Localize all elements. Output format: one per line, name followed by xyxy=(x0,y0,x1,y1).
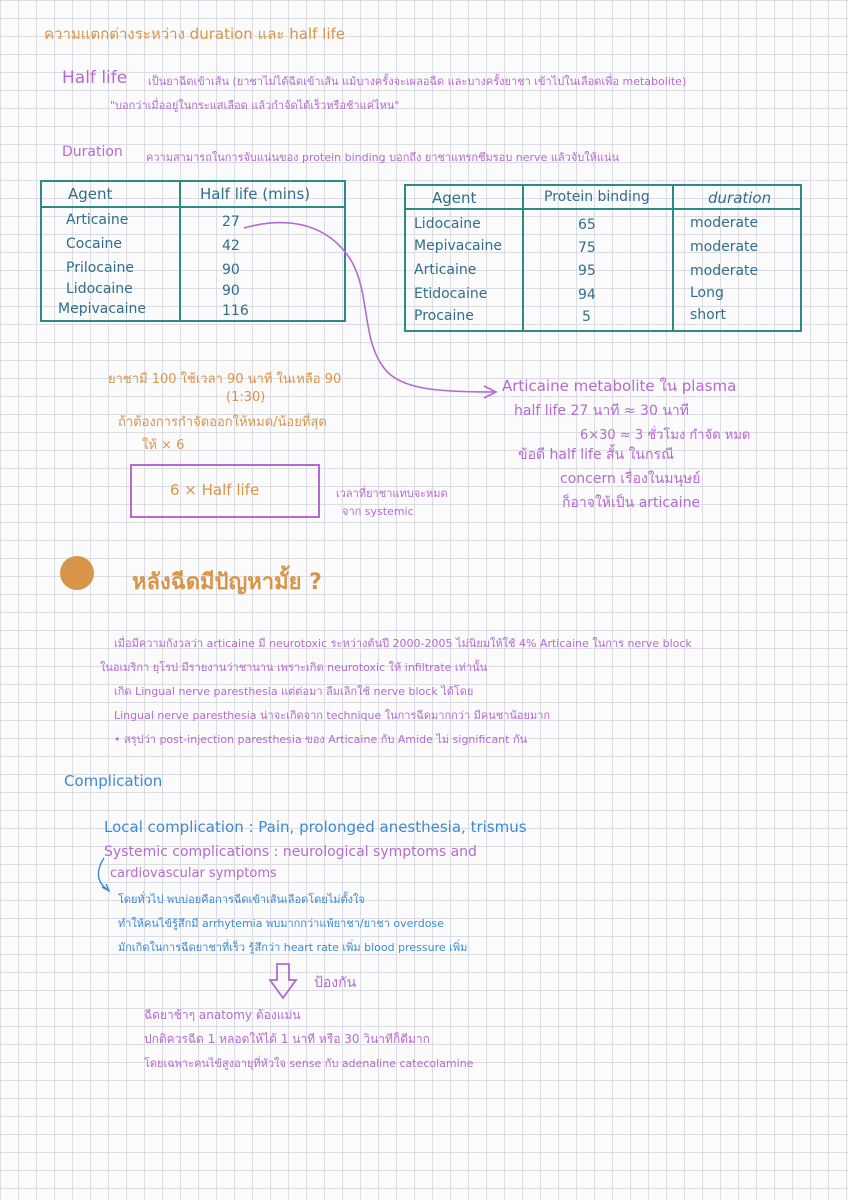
systemic-complication-cont: cardiovascular symptoms xyxy=(110,866,277,881)
table-cell: Mepivacaine xyxy=(414,238,502,254)
table-cell: Procaine xyxy=(414,308,474,324)
local-complication: Local complication : Pain, prolonged anesthesia, trismus xyxy=(104,818,527,836)
prevent-item: ปกติควรฉีด 1 หลอดให้ได้ 1 นาที หรือ 30 วินาทีก็ดีมาก xyxy=(144,1032,430,1046)
table-cell: 5 xyxy=(582,309,591,325)
table-cell: moderate xyxy=(690,215,759,231)
table-cell: 116 xyxy=(222,303,249,319)
table-header: Agent xyxy=(68,185,113,203)
table-header: Protein binding xyxy=(544,189,650,205)
complication-note: มักเกิดในการฉีดยาชาที่เร็ว รู้สึกว่า heart rate เพิ่ม blood pressure เพิ่ม xyxy=(118,941,468,954)
table-cell: Lidocaine xyxy=(414,216,481,232)
complication-note: โดยทั่วไป พบบ่อยคือการฉีดเข้าเส้นเลือดโดยไม่ตั้งใจ xyxy=(118,893,365,906)
table-cell: 27 xyxy=(222,214,240,230)
duration-desc: ความสามารถในการจับแน่นของ protein binding บอกถึง ยาชาแทรกซึมรอบ nerve แล้วจับให้แน่น xyxy=(146,151,620,164)
curve-arrow-icon xyxy=(94,856,116,896)
table-cell: moderate xyxy=(690,263,759,279)
table-cell: Articaine xyxy=(414,262,477,278)
table-cell: Etidocaine xyxy=(414,286,488,302)
table-cell: 42 xyxy=(222,238,240,254)
calc-note-line: ถ้าต้องการกำจัดออกให้หมด/น้อยที่สุด xyxy=(118,415,327,430)
bullet-dot xyxy=(60,556,94,590)
articaine-note-line: 6×30 ≈ 3 ชั่วโมง กำจัด หมด xyxy=(580,428,751,443)
section2-line: • สรุปว่า post-injection paresthesia ของ Articaine กับ Amide ไม่ significant กัน xyxy=(114,733,528,746)
half-life-desc: เป็นยาฉีดเข้าเส้น (ยาชาไม่ได้ฉีดเข้าเส้น แม้บางครั้งจะเผลอฉีด และบางครั้งยาชา เข้าไปในเลือดเพื่อ metabolite) xyxy=(148,75,687,88)
table-cell: 94 xyxy=(578,287,596,303)
articaine-note-line: ก็อาจให้เป็น articaine xyxy=(562,495,701,511)
half-life-quote: "บอกว่าเมื่ออยู่ในกระแสเลือด แล้วกำจัดได้เร็วหรือช้าแค่ไหน" xyxy=(110,99,400,112)
table-cell: moderate xyxy=(690,239,759,255)
section2-line: เกิด Lingual nerve paresthesia แต่ต่อมา ลืมเลิกใช้ nerve block ได้โดย xyxy=(114,685,474,698)
prevent-item: ฉีดยาช้าๆ anatomy ต้องแม่น xyxy=(144,1008,301,1022)
articaine-note-line: ข้อดี half life สั้น ในกรณี xyxy=(518,447,674,463)
articaine-note-line: Articaine metabolite ใน plasma xyxy=(502,377,737,395)
table-cell: Articaine xyxy=(66,212,129,228)
section2-line: ในอเมริกา ยุโรป มีรายงานว่าชานาน เพราะเกิด neurotoxic ให้ infiltrate เท่านั้น xyxy=(100,661,488,674)
page-title: ความแตกต่างระหว่าง duration และ half life xyxy=(44,25,346,43)
table-cell: Cocaine xyxy=(66,236,122,252)
section2-line: Lingual nerve paresthesia น่าจะเกิดจาก technique ในการฉีดมากกว่า มีคนชาน้อยมาก xyxy=(114,709,551,722)
table-cell: Mepivacaine xyxy=(58,301,146,317)
half-life-label: Half life xyxy=(62,68,128,88)
prevent-label: ป้องกัน xyxy=(314,975,357,991)
down-arrow-icon xyxy=(268,962,298,1002)
table-header: Half life (mins) xyxy=(200,185,311,203)
calc-note-line: (1:30) xyxy=(226,390,266,405)
box-note-line: เวลาที่ยาชาแทบจะหมด xyxy=(336,487,448,500)
table-cell: 90 xyxy=(222,262,240,278)
articaine-note-line: concern เรื่องในมนุษย์ xyxy=(560,471,701,487)
table-cell: 65 xyxy=(578,217,596,233)
table-header: Agent xyxy=(432,189,477,207)
prevent-item: โดยเฉพาะคนไข้สูงอายุที่หัวใจ sense กับ adenaline catecolamine xyxy=(144,1057,474,1070)
systemic-complication: Systemic complications : neurological symptoms and xyxy=(104,844,477,860)
complication-note: ทำให้คนไข้รู้สึกมี arrhytemia พบมากกว่าแพ้ยาชา/ยาชา overdose xyxy=(118,917,444,930)
table-cell: Long xyxy=(690,285,724,301)
box-label: 6 × Half life xyxy=(170,481,260,499)
articaine-note-line: half life 27 นาที ≈ 30 นาที xyxy=(514,403,689,419)
table-cell: 90 xyxy=(222,283,240,299)
table-cell: 75 xyxy=(578,240,596,256)
complication-heading: Complication xyxy=(64,772,163,790)
table-cell: Prilocaine xyxy=(66,260,134,276)
box-note-line: จาก systemic xyxy=(342,505,414,518)
section2-line: เมื่อมีความกังวลว่า articaine มี neurotoxic ระหว่างต้นปี 2000-2005 ไม่นิยมให้ใช้ 4% Articaine ในการ nerve block xyxy=(114,637,692,650)
six-half-life-box xyxy=(130,464,320,518)
section2-heading: หลังฉีดมีปัญหามั้ย ? xyxy=(132,570,322,595)
table-header: duration xyxy=(708,189,772,207)
table-cell: 95 xyxy=(578,263,596,279)
duration-label: Duration xyxy=(62,144,123,160)
calc-note-line: ยาชามี 100 ใช้เวลา 90 นาที ในเหลือ 90 xyxy=(108,372,342,387)
calc-note-line: ให้ × 6 xyxy=(142,438,185,453)
table-cell: short xyxy=(690,307,726,323)
table-cell: Lidocaine xyxy=(66,281,133,297)
